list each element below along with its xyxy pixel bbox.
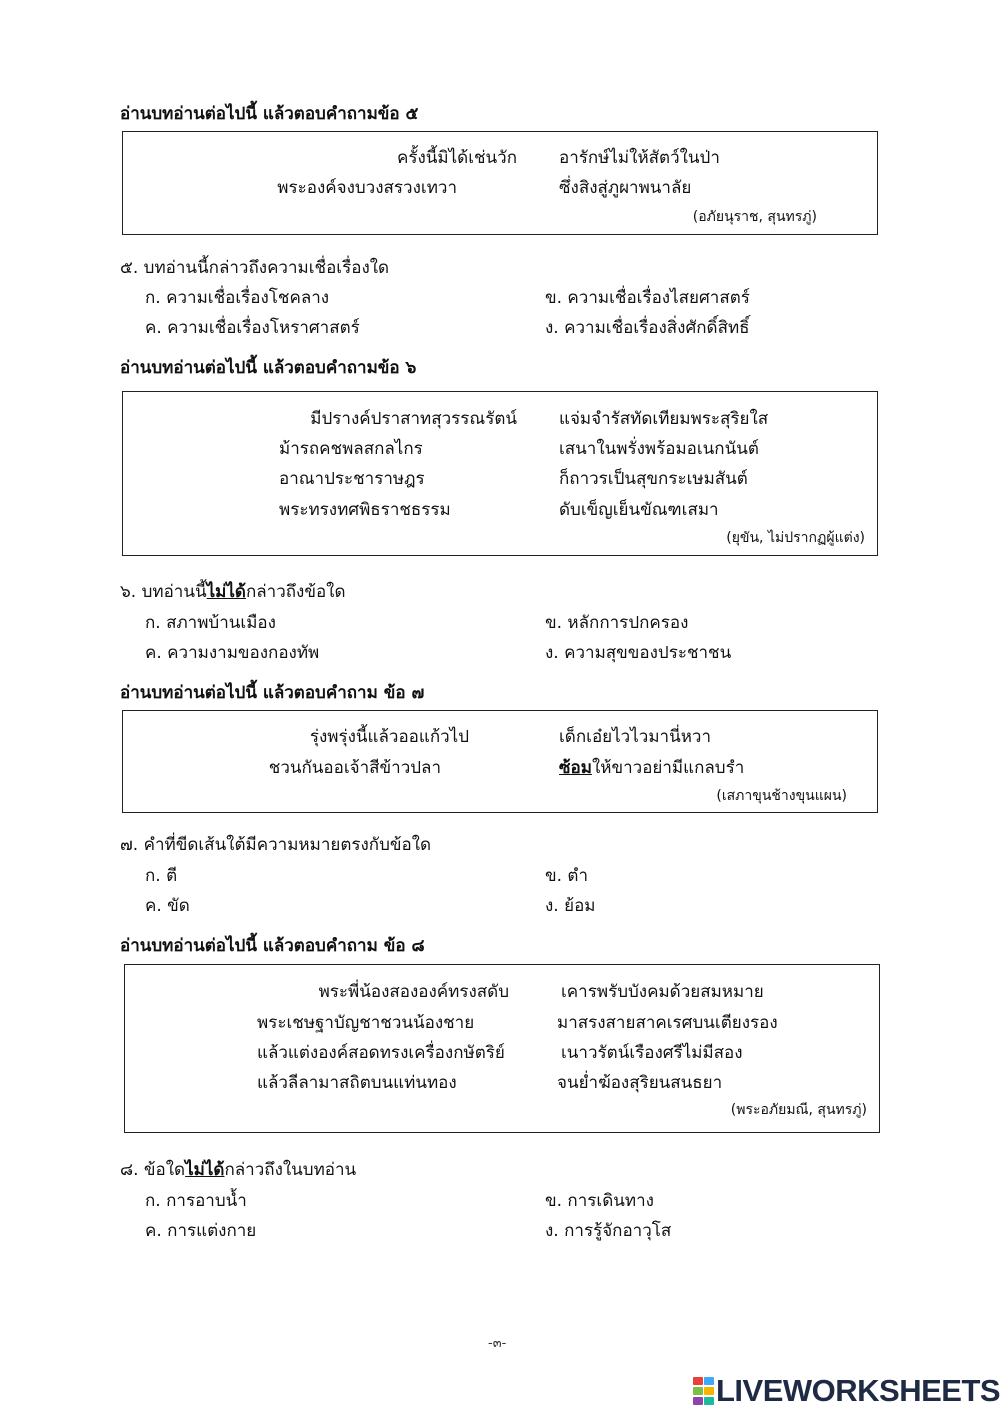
verse-right: ก็ถาวรเป็นสุขกระเษมสันต์ <box>559 469 748 489</box>
question-emphasis: ไม่ได้ <box>206 582 246 602</box>
liveworksheets-logo-icon <box>693 1377 715 1405</box>
verse-right: มาสรงสายสาคเรศบนเตียงรอง <box>557 1013 778 1033</box>
verse-left: ม้ารถคชพลสกลไกร <box>279 439 423 459</box>
verse-left: อาณาประชาราษฎร <box>279 469 425 489</box>
section-heading: อ่านบทอ่านต่อไปนี้ แล้วตอบคำถามข้อ ๖ <box>120 358 417 378</box>
question-suffix: กล่าวถึงในบทอ่าน <box>224 1160 357 1180</box>
verse-left: แล้วลีลามาสถิตบนแท่นทอง <box>257 1073 457 1093</box>
verse-right: อารักษ์ไม่ให้สัตว์ในป่า <box>559 148 720 168</box>
option-ngo[interactable]: ง. ความสุขของประชาชน <box>545 643 732 663</box>
option-kho-khwai[interactable]: ค. ความงามของกองทัพ <box>145 643 320 663</box>
verse-box <box>122 131 878 235</box>
option-ngo[interactable]: ง. ความเชื่อเรื่องสิ่งศักดิ์สิทธิ์ <box>545 318 750 338</box>
verse-right-rest: ให้ขาวอย่ามีแกลบรำ <box>591 758 745 778</box>
verse-box <box>122 391 878 556</box>
verse-right: เนาวรัตน์เรืองศรีไม่มีสอง <box>561 1043 743 1063</box>
underlined-word: ซ้อม <box>559 758 592 778</box>
question-5: ๕. บทอ่านนี้กล่าวถึงความเชื่อเรื่องใด <box>120 258 390 278</box>
option-ko[interactable]: ก. ความเชื่อเรื่องโชคลาง <box>145 288 330 308</box>
verse-left: พระทรงทศพิธราชธรรม <box>279 500 451 520</box>
verse-right: แจ่มจำรัสทัดเทียมพระสุริยใส <box>559 409 769 429</box>
verse-left: พระเชษฐาบัญชาชวนน้องชาย <box>257 1013 475 1033</box>
option-ngo[interactable]: ง. การรู้จักอาวุโส <box>545 1221 672 1241</box>
citation: (ยุขัน, ไม่ปรากฏผู้แต่ง) <box>726 530 865 546</box>
option-ko[interactable]: ก. ตี <box>145 866 178 886</box>
option-kho[interactable]: ข. ความเชื่อเรื่องไสยศาสตร์ <box>545 288 750 308</box>
section-heading: อ่านบทอ่านต่อไปนี้ แล้วตอบคำถาม ข้อ ๘ <box>120 936 425 956</box>
option-kho-khwai[interactable]: ค. การแต่งกาย <box>145 1221 257 1241</box>
option-kho[interactable]: ข. หลักการปกครอง <box>545 613 689 633</box>
question-emphasis: ไม่ได้ <box>185 1160 225 1180</box>
verse-left: พระพี่น้องสององค์ทรงสดับ <box>318 982 509 1002</box>
option-ko[interactable]: ก. การอาบน้ำ <box>145 1191 247 1211</box>
verse-left: ครั้งนี้มิได้เช่นวัก <box>396 148 517 168</box>
question-suffix: กล่าวถึงข้อใด <box>245 582 346 602</box>
option-kho[interactable]: ข. การเดินทาง <box>545 1191 654 1211</box>
verse-right <box>559 754 744 781</box>
verse-box <box>124 964 880 1133</box>
question-prefix: ๘. ข้อใด <box>120 1160 186 1180</box>
verse-left: แล้วแต่งองค์สอดทรงเครื่องกษัตริย์ <box>257 1043 505 1063</box>
question-8 <box>120 1156 356 1183</box>
verse-right: ดับเข็ญเย็นขัณฑเสมา <box>559 500 719 520</box>
option-ko[interactable]: ก. สภาพบ้านเมือง <box>145 613 276 633</box>
option-kho-khwai[interactable]: ค. ความเชื่อเรื่องโหราศาสตร์ <box>145 318 360 338</box>
verse-left: ชวนกันออเจ้าสีข้าวปลา <box>268 758 441 778</box>
section-heading: อ่านบทอ่านต่อไปนี้ แล้วตอบคำถามข้อ ๕ <box>120 104 419 124</box>
section-heading: อ่านบทอ่านต่อไปนี้ แล้วตอบคำถาม ข้อ ๗ <box>120 683 425 703</box>
option-kho-khwai[interactable]: ค. ขัด <box>145 896 190 916</box>
question-prefix: ๖. บทอ่านนี้ <box>120 582 207 602</box>
question-6 <box>120 578 346 605</box>
verse-right: เคารพรับบังคมด้วยสมหมาย <box>561 982 764 1002</box>
verse-right: เด็กเอ๋ยไวไวมานี่หวา <box>559 727 711 747</box>
brand-wordmark[interactable]: LIVEWORKSHEETS <box>716 1373 1000 1408</box>
page-number: -๓- <box>488 1336 507 1351</box>
option-kho[interactable]: ข. ตำ <box>545 866 589 886</box>
verse-left: รุ่งพรุ่งนี้แล้วออแก้วไป <box>309 727 469 747</box>
verse-left: พระองค์จงบวงสรวงเทวา <box>277 178 457 198</box>
citation: (อภัยนุราช, สุนทรภู่) <box>692 209 817 225</box>
verse-right: จนย่ำฆ้องสุริยนสนธยา <box>557 1073 723 1093</box>
verse-box <box>122 710 878 813</box>
citation: (พระอภัยมณี, สุนทรภู่) <box>730 1102 867 1118</box>
verse-right: เสนาในพรั่งพร้อมอเนกนันต์ <box>559 439 759 459</box>
verse-right: ซึ่งสิงสู่ภูผาพนาลัย <box>559 178 692 198</box>
question-7: ๗. คำที่ขีดเส้นใต้มีความหมายตรงกับข้อใด <box>120 835 432 855</box>
option-ngo[interactable]: ง. ย้อม <box>545 896 596 916</box>
verse-left: มีปรางค์ปราสาทสุวรรณรัตน์ <box>310 409 517 429</box>
citation: (เสภาขุนช้างขุนแผน) <box>716 788 847 804</box>
